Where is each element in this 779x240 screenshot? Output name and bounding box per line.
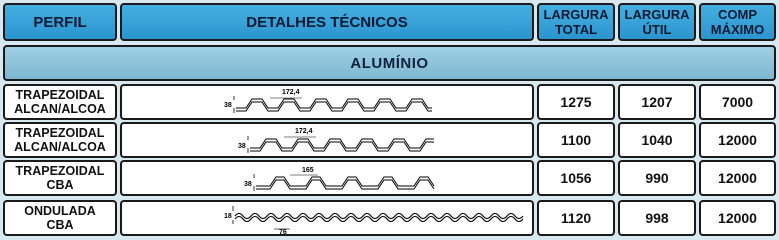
section-label: ALUMÍNIO	[350, 54, 429, 72]
row-4-largura-util	[618, 200, 696, 236]
row-2-perfil-line1: TRAPEZOIDAL	[15, 126, 105, 140]
row-4-pitch-label: 76	[279, 229, 287, 234]
row-1-comp-maximo-value: 7000	[721, 94, 754, 110]
header-largura-total-line2: TOTAL	[554, 22, 598, 37]
row-1-height-label: 38	[224, 102, 232, 109]
header-largura-total-line1: LARGURA	[543, 7, 609, 22]
row-1-comp-maximo	[699, 84, 776, 120]
section-aluminio	[3, 45, 776, 81]
row-3-pitch-label: 165	[302, 167, 314, 174]
trapezoidal-profile-icon	[122, 162, 532, 194]
row-2-largura-util-value: 1040	[641, 132, 673, 148]
row-3-largura-util	[618, 160, 696, 196]
row-4-largura-total-value: 1120	[560, 210, 592, 226]
trapezoidal-profile-icon	[122, 124, 532, 156]
row-2-perfil-line2: ALCAN/ALCOA	[14, 140, 106, 154]
header-perfil-label: PERFIL	[33, 13, 87, 31]
row-3-height-label: 38	[244, 181, 252, 188]
row-3-perfil-line2: CBA	[46, 178, 74, 192]
row-3-largura-total	[537, 160, 615, 196]
header-largura-total	[537, 3, 615, 41]
row-1-largura-util-value: 1207	[641, 94, 673, 110]
row-2-pitch-label: 172,4	[295, 128, 313, 135]
header-comp-maximo-line1: COMP	[718, 7, 757, 22]
row-3-perfil-line1: TRAPEZOIDAL	[15, 164, 105, 178]
row-2-largura-total-value: 1100	[560, 132, 592, 148]
row-2-largura-total	[537, 122, 615, 158]
row-2-perfil	[3, 122, 117, 158]
header-detalhes	[120, 3, 534, 41]
row-4-height-label: 18	[224, 213, 232, 220]
row-4-perfil	[3, 200, 117, 236]
row-1-perfil-line1: TRAPEZOIDAL	[15, 88, 105, 102]
row-3-perfil	[3, 160, 117, 196]
header-comp-maximo-line2: MÁXIMO	[710, 22, 765, 37]
row-1-pitch-label: 172,4	[282, 89, 300, 96]
row-3-profile-drawing	[120, 160, 534, 196]
row-1-perfil	[3, 84, 117, 120]
header-detalhes-label: DETALHES TÉCNICOS	[246, 13, 408, 31]
row-1-largura-util	[618, 84, 696, 120]
header-largura-util	[618, 3, 696, 41]
row-2-profile-drawing	[120, 122, 534, 158]
header-comp-maximo	[699, 3, 776, 41]
row-2-height-label: 38	[238, 143, 246, 150]
row-4-largura-total	[537, 200, 615, 236]
corrugated-profile-icon	[122, 202, 532, 234]
row-4-comp-maximo-value: 12000	[718, 210, 757, 226]
row-3-largura-total-value: 1056	[560, 170, 592, 186]
row-4-comp-maximo	[699, 200, 776, 236]
row-1-profile-drawing	[120, 84, 534, 120]
row-4-perfil-line1: ONDULADA	[24, 204, 96, 218]
header-perfil	[3, 3, 117, 41]
row-1-largura-total	[537, 84, 615, 120]
row-1-perfil-line2: ALCAN/ALCOA	[14, 102, 106, 116]
header-largura-util-line2: ÚTIL	[642, 22, 672, 37]
row-3-comp-maximo	[699, 160, 776, 196]
row-3-comp-maximo-value: 12000	[718, 170, 757, 186]
row-2-comp-maximo	[699, 122, 776, 158]
row-4-profile-drawing	[120, 200, 534, 236]
row-4-perfil-line2: CBA	[46, 218, 74, 232]
row-4-largura-util-value: 998	[645, 210, 669, 226]
row-3-largura-util-value: 990	[645, 170, 669, 186]
row-2-comp-maximo-value: 12000	[718, 132, 757, 148]
trapezoidal-profile-icon	[122, 86, 532, 118]
header-largura-util-line1: LARGURA	[624, 7, 690, 22]
row-1-largura-total-value: 1275	[560, 94, 592, 110]
row-2-largura-util	[618, 122, 696, 158]
